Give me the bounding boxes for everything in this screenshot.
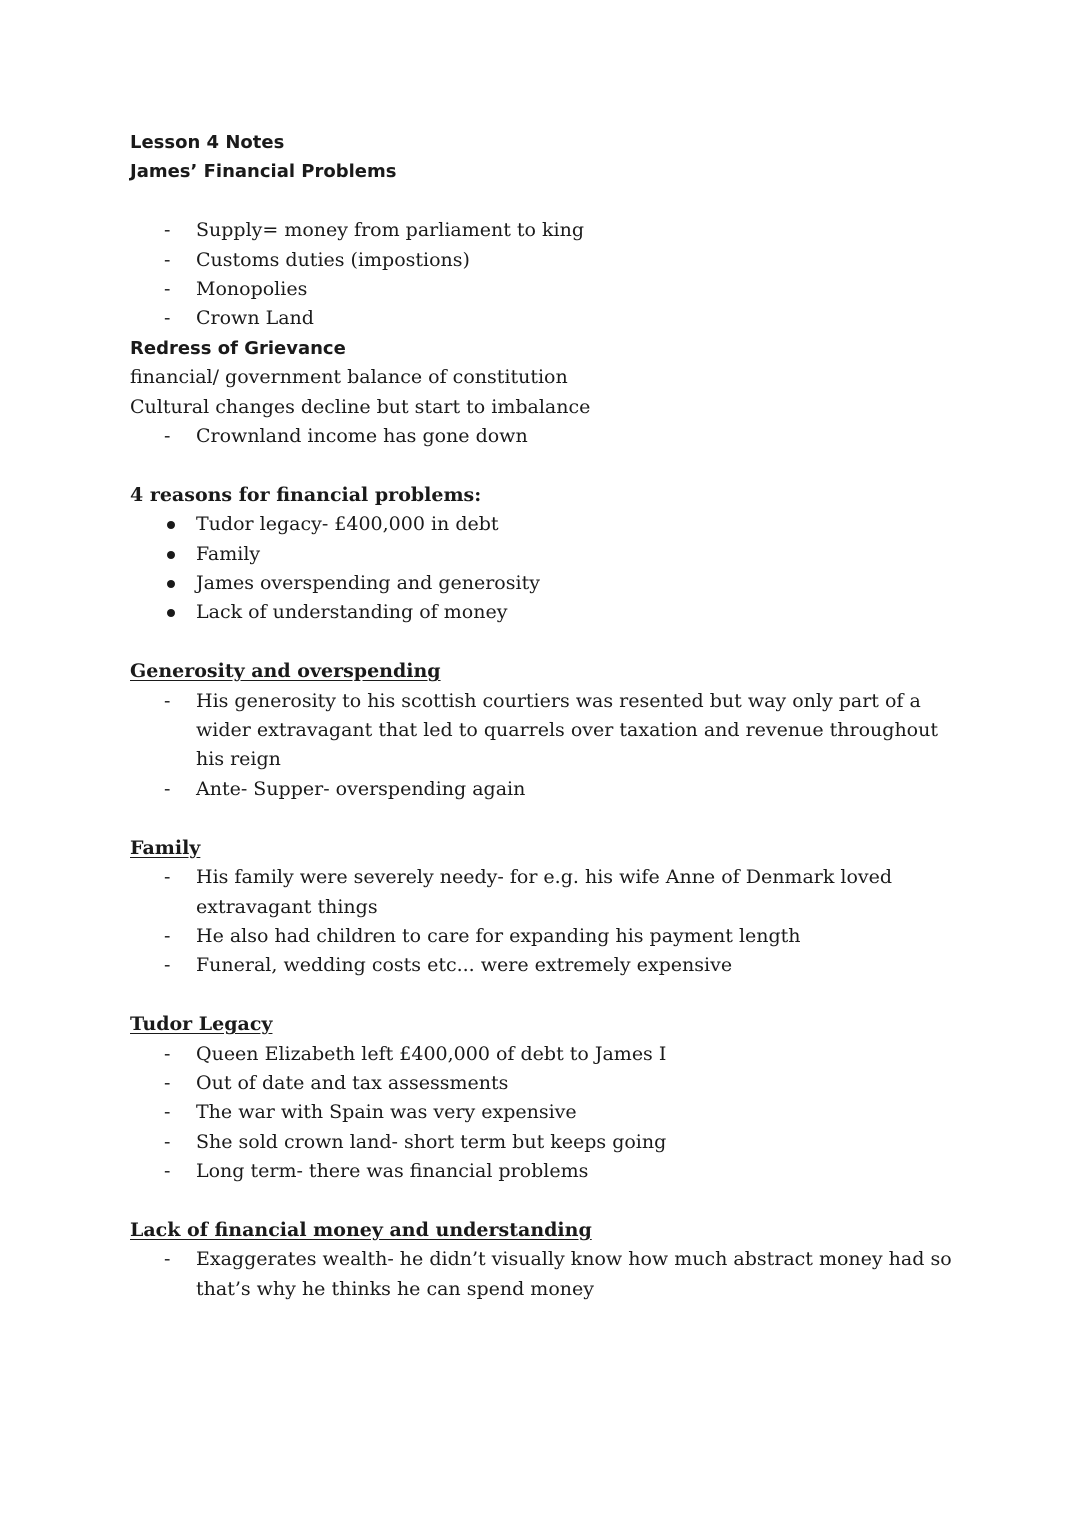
- reasons-heading: 4 reasons for financial problems:: [130, 483, 482, 506]
- list-item: - Queen Elizabeth left £400,000 of debt to James I: [130, 1040, 970, 1069]
- list-item: - Long term- there was financial problems: [130, 1157, 970, 1186]
- spacer: [130, 1187, 970, 1216]
- bullet-icon: [167, 551, 175, 559]
- list-item: - Ante- Supper- overspending again: [130, 775, 970, 804]
- spacer: [130, 981, 970, 1010]
- dash-marker: -: [164, 278, 171, 301]
- spacer: [130, 187, 970, 216]
- dash-marker: -: [164, 924, 171, 947]
- list-item: - Customs duties (impostions): [130, 246, 970, 275]
- redress-line-1: financial/ government balance of constitution: [130, 366, 568, 389]
- dash-marker: -: [164, 777, 171, 800]
- redress-line-2: Cultural changes decline but start to imbalance: [130, 395, 591, 418]
- list-item: - The war with Spain was very expensive: [130, 1098, 970, 1127]
- topic-title: James’ Financial Problems: [130, 161, 397, 183]
- dash-marker: -: [164, 1042, 171, 1065]
- bullet-icon: [167, 521, 175, 529]
- list-item: - Monopolies: [130, 275, 970, 304]
- spacer: [130, 804, 970, 833]
- list-item: Family: [130, 540, 970, 569]
- lesson-title: Lesson 4 Notes: [130, 132, 285, 153]
- dash-marker: -: [164, 307, 171, 330]
- bullet-icon: [167, 580, 175, 588]
- list-item: - Supply= money from parliament to king: [130, 216, 970, 245]
- family-heading: Family: [130, 836, 201, 859]
- dash-marker: -: [164, 866, 171, 889]
- list-item: - He also had children to care for expanding his payment length: [130, 922, 970, 951]
- list-item: - Crownland income has gone down: [130, 422, 970, 451]
- redress-list: [130, 422, 970, 451]
- dash-marker: -: [164, 248, 171, 271]
- list-item: - Crown Land: [130, 304, 970, 333]
- dash-marker: -: [164, 1071, 171, 1094]
- dash-marker: -: [164, 219, 171, 242]
- list-item: James overspending and generosity: [130, 569, 970, 598]
- list-item: - Funeral, wedding costs etc... were extremely expensive: [130, 951, 970, 980]
- list-item: Lack of understanding of money: [130, 598, 970, 627]
- redress-heading: Redress of Grievance: [130, 337, 346, 359]
- lack-list: [130, 1245, 970, 1304]
- dash-marker: -: [164, 1130, 171, 1153]
- dash-marker: -: [164, 954, 171, 977]
- list-item: - His family were severely needy- for e.g. his wife Anne of Denmark loved extravagant things: [130, 863, 970, 922]
- generosity-heading: Generosity and overspending: [130, 660, 441, 683]
- dash-marker: -: [164, 425, 171, 448]
- dash-marker: -: [164, 1160, 171, 1183]
- dash-marker: -: [164, 1101, 171, 1124]
- family-list: [130, 863, 970, 981]
- sources-list: [130, 216, 970, 334]
- spacer: [130, 628, 970, 657]
- generosity-list: [130, 687, 970, 805]
- spacer: [130, 451, 970, 480]
- dash-marker: -: [164, 689, 171, 712]
- tudor-heading: Tudor Legacy: [130, 1013, 273, 1036]
- tudor-list: [130, 1040, 970, 1187]
- list-item: - Exaggerates wealth- he didn’t visually know how much abstract money had so that’s why he thinks he can spend money: [130, 1245, 970, 1304]
- list-item: - She sold crown land- short term but keeps going: [130, 1128, 970, 1157]
- reasons-list: [130, 510, 970, 628]
- list-item: - Out of date and tax assessments: [130, 1069, 970, 1098]
- bullet-icon: [167, 609, 175, 617]
- dash-marker: -: [164, 1248, 171, 1271]
- list-item: - His generosity to his scottish courtiers was resented but way only part of a wider extravagant that led to quarrels over taxation and revenue throughout his reign: [130, 687, 970, 775]
- document-page: [130, 128, 970, 1304]
- list-item: Tudor legacy- £400,000 in debt: [130, 510, 970, 539]
- lack-heading: Lack of financial money and understanding: [130, 1218, 592, 1241]
